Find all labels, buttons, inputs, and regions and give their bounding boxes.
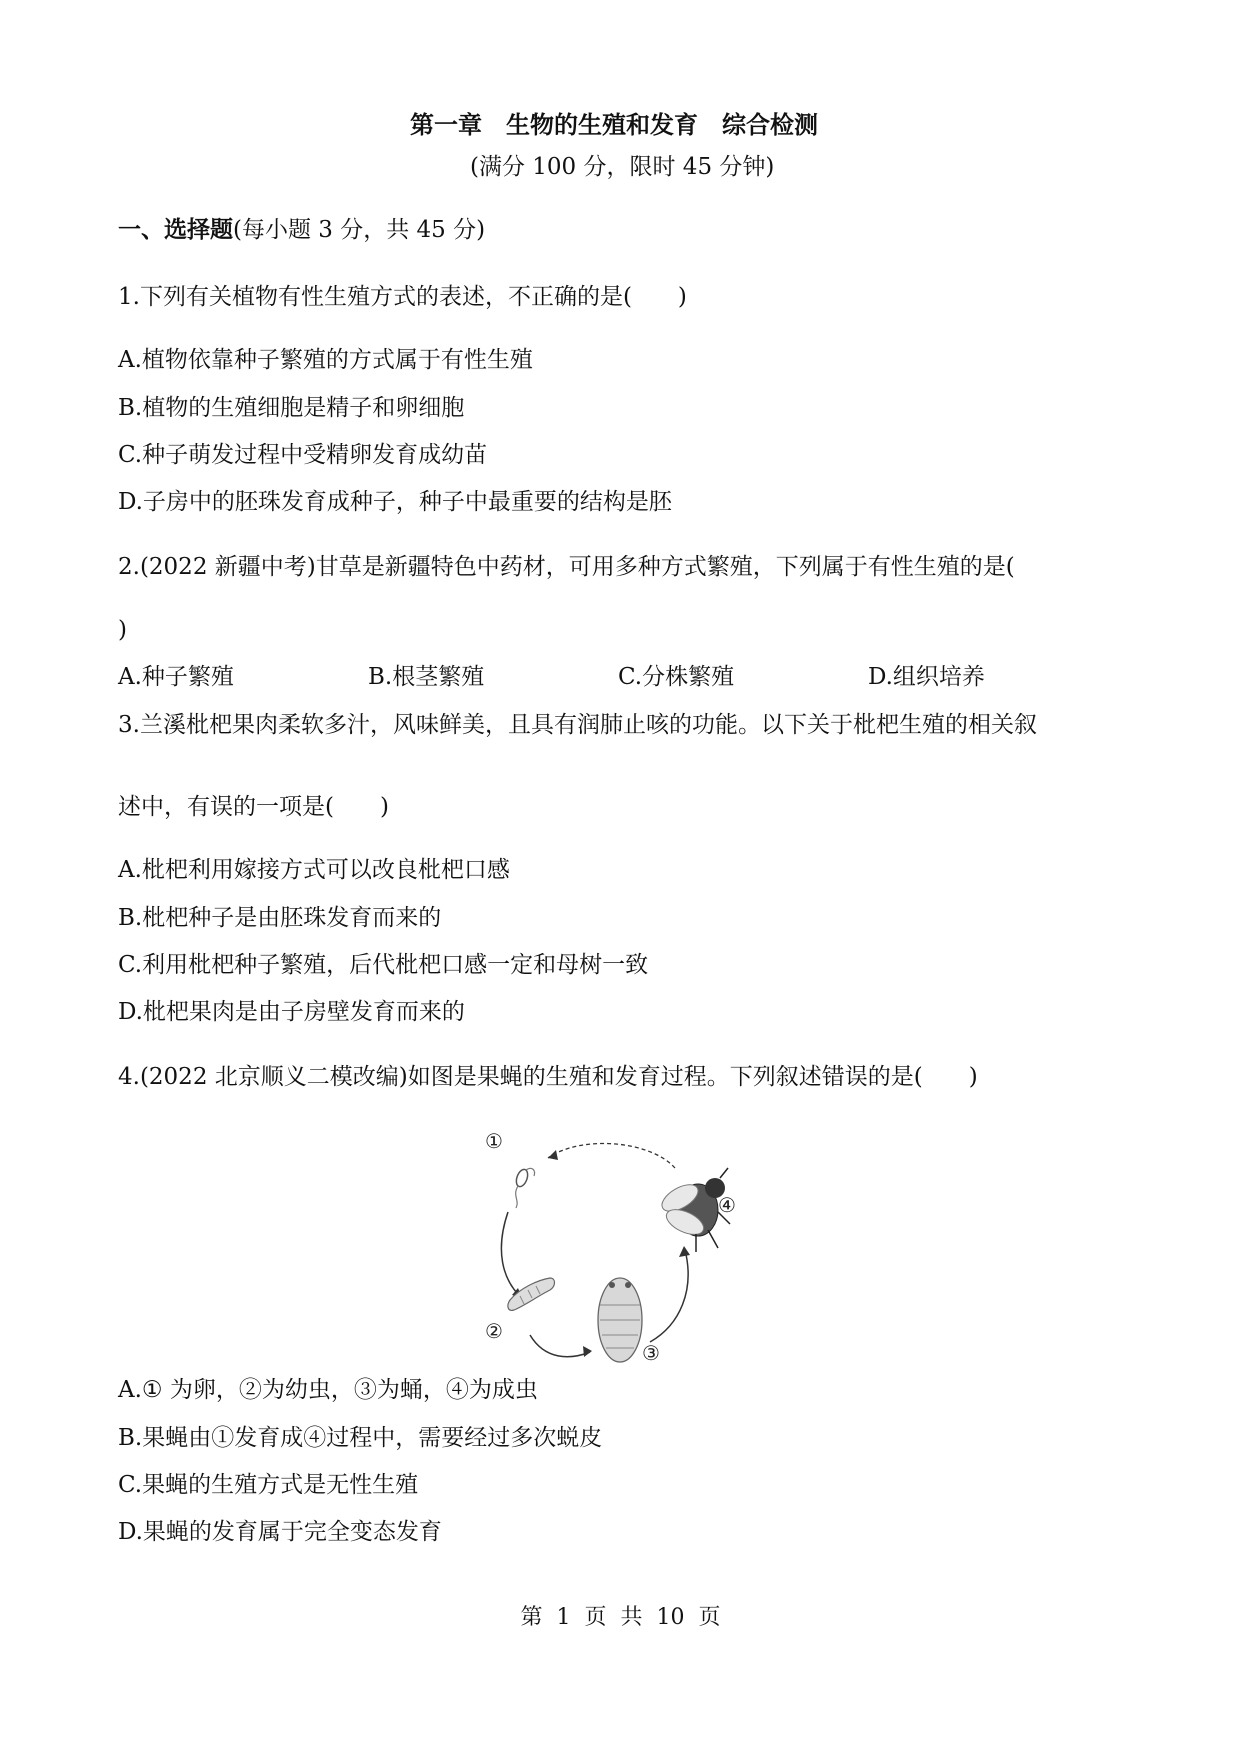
question-2-stem-line2: ) [118, 617, 127, 643]
question-3-stem-line1: 3.兰溪枇杷果肉柔软多汁，风味鲜美，且具有润肺止咳的功能。以下关于枇杷生殖的相关叙 [118, 712, 1037, 738]
question-4-option-d: D.果蝇的发育属于完全变态发育 [118, 1519, 442, 1545]
fruit-fly-life-cycle-figure [485, 1120, 760, 1370]
question-2-option-d: D.组织培养 [868, 664, 985, 690]
figure-label-3: ③ [642, 1341, 660, 1365]
section-label: 一、选择题 [118, 216, 233, 243]
question-3-option-d: D.枇杷果肉是由子房壁发育而来的 [118, 999, 465, 1025]
figure-label-1: ① [485, 1129, 503, 1153]
section-note: (每小题 3 分，共 45 分) [233, 217, 486, 243]
question-1-option-d: D.子房中的胚珠发育成种子，种子中最重要的结构是胚 [118, 489, 672, 515]
page-footer: 第 1 页 共 10 页 [520, 1605, 721, 1630]
dashed-arrow [548, 1143, 675, 1168]
dashed-arrowhead [548, 1150, 558, 1160]
arrow-egg-larva [501, 1212, 522, 1298]
question-3-option-c: C.利用枇杷种子繁殖，后代枇杷口感一定和母树一致 [118, 952, 649, 978]
arrow-larva-pupa [530, 1335, 590, 1357]
question-1-option-b: B.植物的生殖细胞是精子和卵细胞 [118, 395, 465, 421]
figure-label-2: ② [485, 1319, 503, 1343]
question-2-option-c: C.分株繁殖 [618, 664, 735, 690]
question-4-option-b: B.果蝇由①发育成④过程中，需要经过多次蜕皮 [118, 1425, 603, 1451]
egg-icon [514, 1168, 534, 1208]
arrowhead-2 [583, 1346, 592, 1357]
section-heading [118, 215, 485, 245]
question-1-stem: 1.下列有关植物有性生殖方式的表述，不正确的是( ) [118, 284, 687, 310]
question-4-option-a: A.① 为卵，②为幼虫，③为蛹，④为成虫 [118, 1377, 538, 1403]
arrow-pupa-adult [650, 1250, 688, 1342]
question-1-option-a: A.植物依靠种子繁殖的方式属于有性生殖 [118, 347, 533, 373]
arrowhead-3 [679, 1246, 690, 1257]
question-3-option-b: B.枇杷种子是由胚珠发育而来的 [118, 905, 442, 931]
pupa-icon [598, 1278, 642, 1362]
question-4-option-c: C.果蝇的生殖方式是无性生殖 [118, 1472, 419, 1498]
question-3-stem-line2: 述中，有误的一项是( ) [118, 794, 389, 820]
question-1-option-c: C.种子萌发过程中受精卵发育成幼苗 [118, 442, 488, 468]
question-2-option-a: A.种子繁殖 [118, 664, 234, 690]
question-2-option-b: B.根茎繁殖 [368, 664, 485, 690]
question-2-stem-line1: 2.(2022 新疆中考)甘草是新疆特色中药材，可用多种方式繁殖，下列属于有性生殖的是( [118, 554, 1015, 580]
page-title: 第一章 生物的生殖和发育 综合检测 [410, 110, 818, 139]
question-3-option-a: A.枇杷利用嫁接方式可以改良枇杷口感 [118, 857, 510, 883]
question-4-stem: 4.(2022 北京顺义二模改编)如图是果蝇的生殖和发育过程。下列叙述错误的是( ) [118, 1064, 978, 1090]
larva-icon [508, 1278, 555, 1310]
page-subtitle: (满分 100 分，限时 45 分钟) [470, 154, 775, 180]
figure-label-4: ④ [718, 1193, 736, 1217]
